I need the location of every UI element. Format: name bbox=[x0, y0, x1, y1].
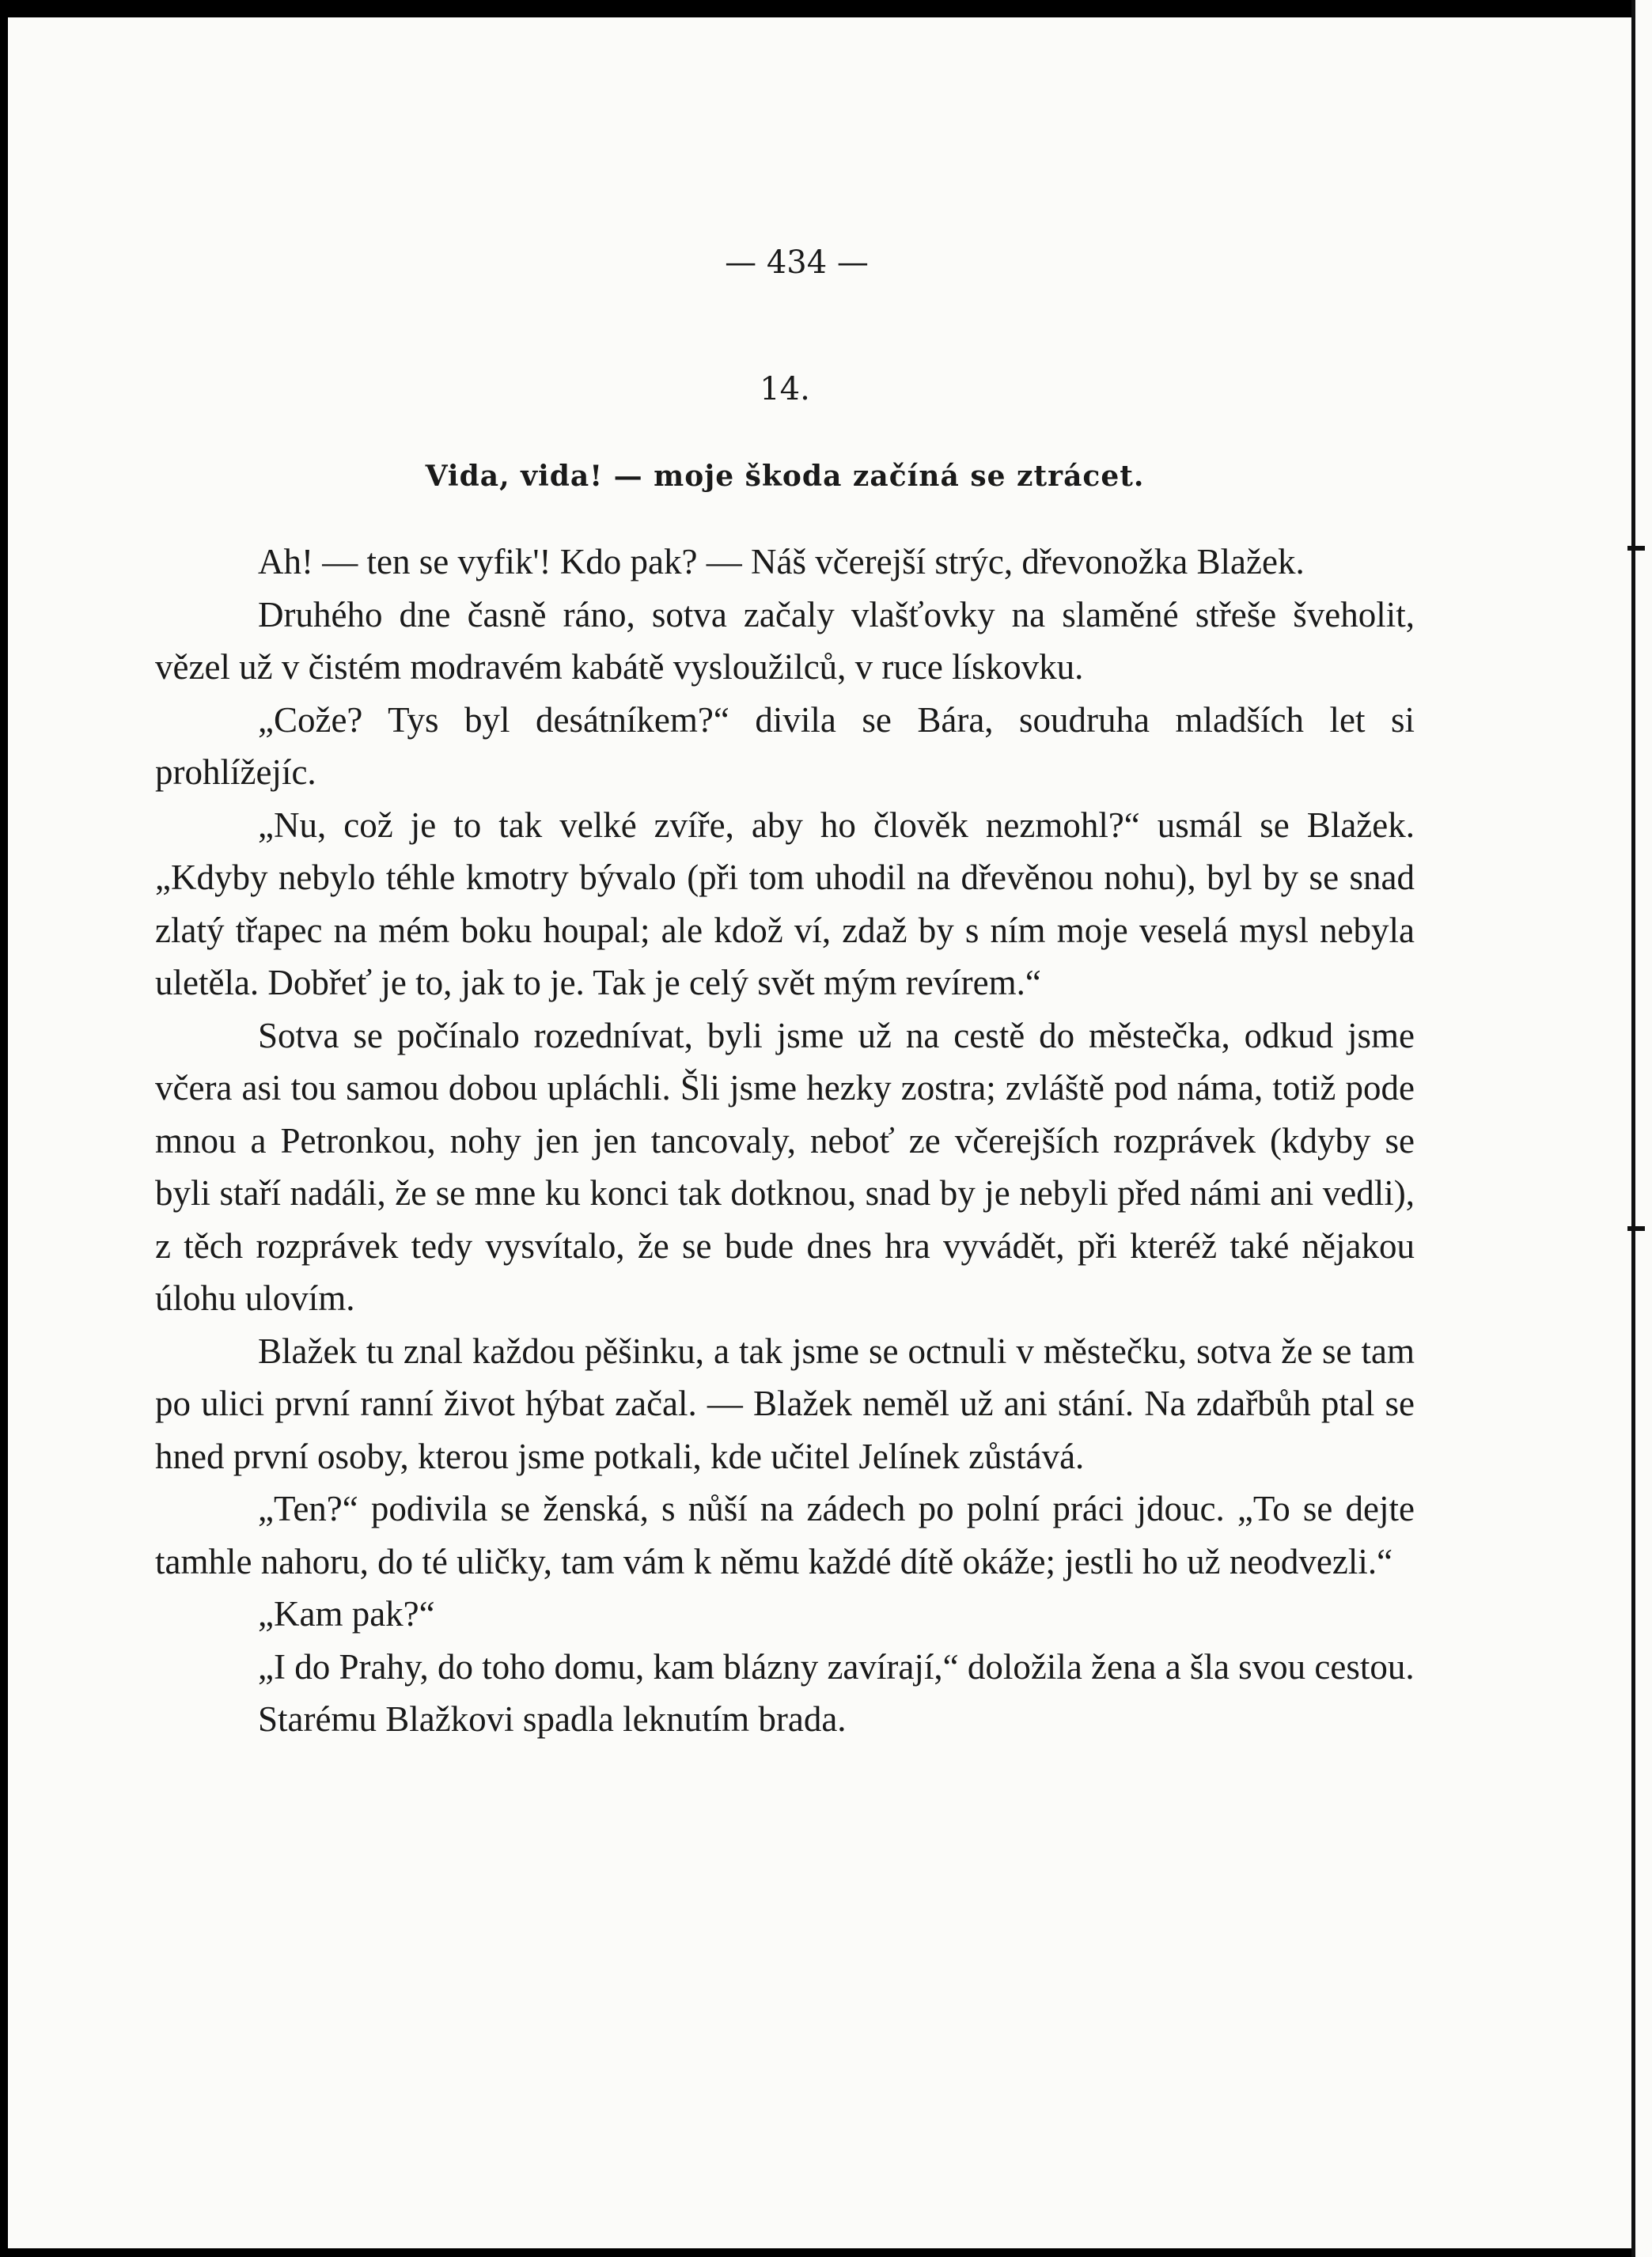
paragraph: „I do Prahy, do toho domu, kam blázny zavírají,“ doložila žena a šla svou cestou. bbox=[258, 1646, 1415, 1687]
book-page bbox=[8, 17, 1631, 2248]
paragraph: Blažek tu znal každou pěšinku, a tak jsme se octnuli v městečku, sotva že se tam po ulici první ranní život hýbat začal. — Blažek neměl už ani stání. Na zdařbůh ptal se hned první osoby, kterou jsme potkali, kde učitel Jelínek zůstává. bbox=[155, 1331, 1415, 1476]
chapter-number: 14. bbox=[760, 371, 810, 407]
chapter-title: Vida, vida! — moje škoda začíná se ztrácet. bbox=[425, 460, 1145, 493]
scan-edge-rule bbox=[1631, 0, 1652, 2257]
paragraph: Starému Blažkovi spadla leknutím brada. bbox=[258, 1699, 847, 1739]
chapter-body bbox=[155, 536, 1415, 1746]
edge-tick bbox=[1627, 546, 1645, 551]
page-number: — 434 — bbox=[725, 244, 869, 281]
paragraph: „Nu, což je to tak velké zvíře, aby ho člověk nezmohl?“ usmál se Blažek. „Kdyby nebylo téhle kmotry bývalo (při tom uhodil na dřevěnou nohu), byl by se snad zlatý třapec na mém boku houpal; ale kdož ví, zdaž by s ním moje veselá mysl nebyla uletěla. Dobřeť je to, jak to je. Tak je celý svět mým revírem.“ bbox=[155, 805, 1415, 1002]
paragraph: Sotva se počínalo rozednívat, byli jsme už na cestě do městečka, odkud jsme včera asi tou samou dobou upláchli. Šli jsme hezky zostra; zvláště pod náma, totiž pode mnou a Petronkou, nohy jen jen tancovaly, neboť ze včerejších rozprávek (kdyby se byli staří nadáli, že se mne ku konci tak dotknou, snad by je nebyli před námi ani vedli), z těch rozprávek tedy vysvítalo, že se bude dnes hra vyvádět, při kteréž také nějakou úlohu ulovím. bbox=[155, 1015, 1415, 1318]
paragraph: Druhého dne časně ráno, sotva začaly vlašťovky na slaměné střeše šveholit, vězel už v čistém modravém kabátě vysloužilců, v ruce lískovku. bbox=[155, 594, 1415, 687]
paragraph: „Cože? Tys byl desátníkem?“ divila se Bára, soudruha mladších let si prohlížejíc. bbox=[155, 699, 1415, 792]
paragraph: „Ten?“ podivila se ženská, s nůší na zádech po polní práci jdouc. „To se dejte tamhle nahoru, do té uličky, tam vám k němu každé dítě okáže; jestli ho už neodvezli.“ bbox=[155, 1489, 1415, 1581]
paragraph: „Kam pak?“ bbox=[258, 1594, 435, 1634]
paragraph: Ah! — ten se vyfik'! Kdo pak? — Náš včerejší strýc, dřevonožka Blažek. bbox=[258, 542, 1305, 581]
edge-tick bbox=[1627, 1226, 1645, 1231]
text-block bbox=[155, 239, 1415, 1746]
